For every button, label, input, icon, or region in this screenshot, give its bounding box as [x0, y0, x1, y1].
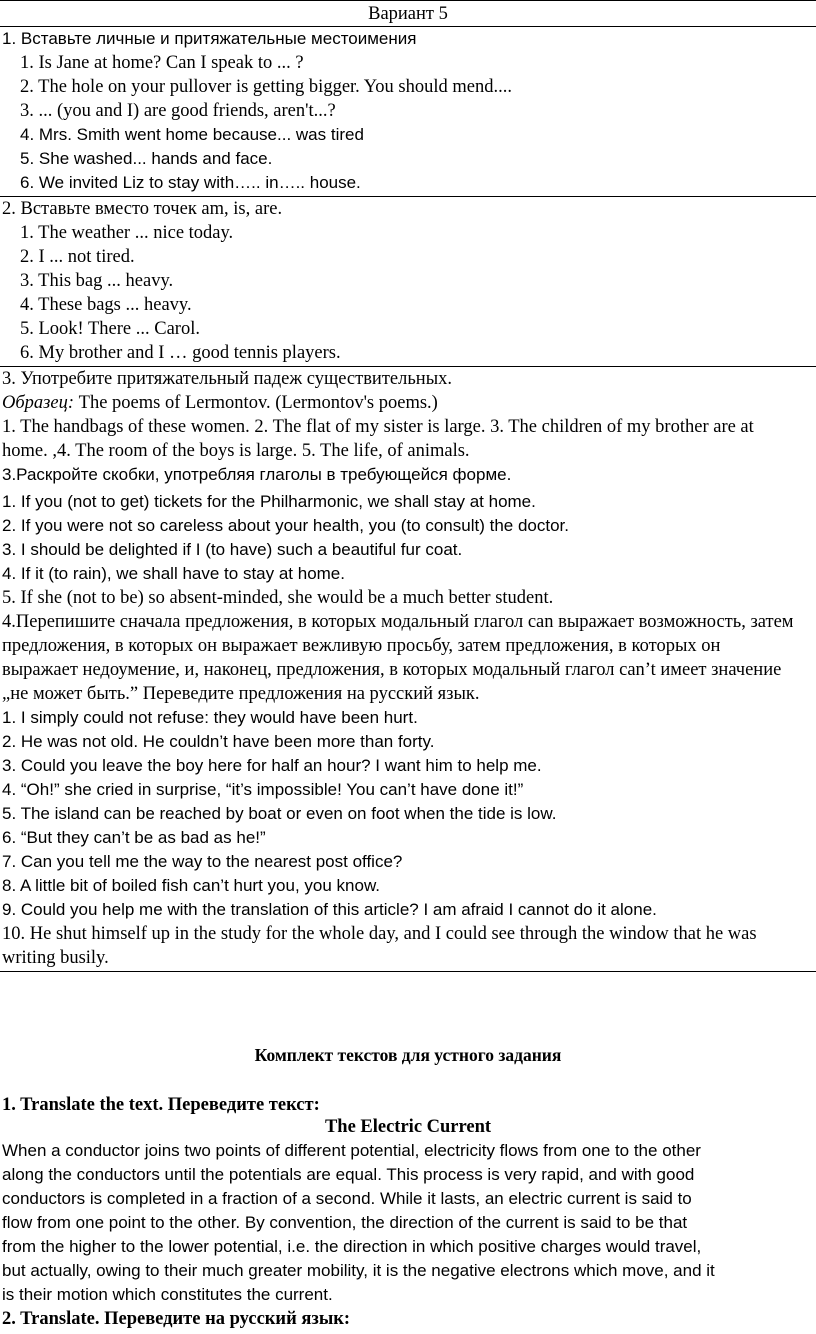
paragraph-line-2: along the conductors until the potentials are equal. This process is very rapid, and with good [2, 1165, 695, 1184]
task2-item-3: 3. This bag ... heavy. [20, 271, 174, 291]
task3b-item-5: 5. If she (not to be) so absent-minded, she would be a much better student. [2, 588, 554, 608]
task1-item-5: 5. She washed... hands and face. [20, 149, 273, 168]
task3b-heading: 3.Раскройте скобки, употребляя глаголы в требующейся форме. [2, 465, 512, 484]
task4-intro-4: „не может быть.” Переведите предложения на русский язык. [2, 684, 480, 704]
text-title: The Electric Current [324, 1117, 492, 1137]
task2-heading: 2. Вставьте вместо точек am, is, are. [2, 199, 283, 219]
paragraph-line-7: is their motion which constitutes the current. [2, 1285, 333, 1304]
task4-intro-3: выражает недоумение, и, наконец, предложения, в которых модальный глагол can’t имеет значение [2, 660, 782, 680]
task1-item-1: 1. Is Jane at home? Can I speak to ... ? [20, 53, 304, 73]
task4-intro-2: предложения, в которых он выражает вежливую просьбу, затем предложения, в которых он [2, 636, 721, 656]
task2-item-5: 5. Look! There ... Carol. [20, 319, 200, 339]
task4-item-6: 6. “But they can’t be as bad as he!” [2, 828, 266, 847]
variant-title: Вариант 5 [368, 4, 448, 24]
example-text: The poems of Lermontov. (Lermontov's poems.) [74, 393, 438, 413]
task4-item-5: 5. The island can be reached by boat or even on foot when the tide is low. [2, 804, 557, 823]
oral-title: Комплект текстов для устного задания [254, 1045, 562, 1065]
task4-item-8: 8. A little bit of boiled fish can’t hurt you, you know. [2, 876, 381, 895]
task3-line-1: 1. The handbags of these women. 2. The flat of my sister is large. 3. The children of my brother are at [2, 417, 754, 437]
task2-item-6: 6. My brother and I … good tennis players. [20, 343, 341, 363]
task1-heading: 1. Вставьте личные и притяжательные местоимения [2, 29, 417, 48]
task4-item-9: 9. Could you help me with the translation of this article? I am afraid I cannot do it alone. [2, 900, 657, 919]
task1-item-3: 3. ... (you and I) are good friends, aren't...? [20, 101, 336, 121]
task2-item-4: 4. These bags ... heavy. [20, 295, 192, 315]
task1-item-6: 6. We invited Liz to stay with….. in….. house. [20, 173, 361, 192]
task3-example [2, 391, 816, 415]
task3b-item-1: 1. If you (not to get) tickets for the Philharmonic, we shall stay at home. [2, 492, 536, 511]
paragraph-line-5: from the higher to the lower potential, i.e. the direction in which positive charges would travel, [2, 1237, 702, 1256]
paragraph-line-3: conductors is completed in a fraction of a second. While it lasts, an electric current is said to [2, 1189, 692, 1208]
task3b-item-2: 2. If you were not so careless about your health, you (to consult) the doctor. [2, 516, 569, 535]
paragraph-line-6: but actually, owing to their much greater mobility, it is the negative electrons which move, and it [2, 1261, 715, 1280]
divider [0, 971, 816, 972]
task2-item-1: 1. The weather ... nice today. [20, 223, 234, 243]
example-label: Образец: [2, 393, 75, 413]
paragraph-line-4: flow from one point to the other. By convention, the direction of the current is said to be that [2, 1213, 688, 1232]
task1-item-2: 2. The hole on your pullover is getting bigger. You should mend.... [20, 77, 512, 97]
task4-item-2: 2. He was not old. He couldn’t have been more than forty. [2, 732, 435, 751]
oral-task2-heading: 2. Translate. Переведите на русский язык: [2, 1309, 351, 1329]
task4-item-3: 3. Could you leave the boy here for half an hour? I want him to help me. [2, 756, 542, 775]
task1-item-4: 4. Mrs. Smith went home because... was tired [20, 125, 364, 144]
task4-intro-1: 4.Перепишите сначала предложения, в которых модальный глагол can выражает возможность, затем [2, 612, 794, 632]
task3-line-2: home. ,4. The room of the boys is large. 5. The life, of animals. [2, 441, 470, 461]
paragraph-line-1: When a conductor joins two points of different potential, electricity flows from one to the other [2, 1141, 701, 1160]
task3b-item-4: 4. If it (to rain), we shall have to stay at home. [2, 564, 345, 583]
task4-item-4: 4. “Oh!” she cried in surprise, “it’s impossible! You can’t have done it!” [2, 780, 524, 799]
task2-item-2: 2. I ... not tired. [20, 247, 135, 267]
top-border [0, 0, 816, 1]
oral-task1-heading: 1. Translate the text. Переведите текст: [2, 1095, 320, 1115]
task4-item-1: 1. I simply could not refuse: they would have been hurt. [2, 708, 418, 727]
task4-item-7: 7. Can you tell me the way to the nearest post office? [2, 852, 403, 871]
task3b-item-3: 3. I should be delighted if I (to have) such a beautiful fur coat. [2, 540, 463, 559]
task3-heading: 3. Употребите притяжательный падеж существительных. [2, 369, 452, 389]
task4-item-10-cont: writing busily. [2, 948, 109, 968]
task4-item-10: 10. He shut himself up in the study for the whole day, and I could see through the window that he was [2, 924, 757, 944]
